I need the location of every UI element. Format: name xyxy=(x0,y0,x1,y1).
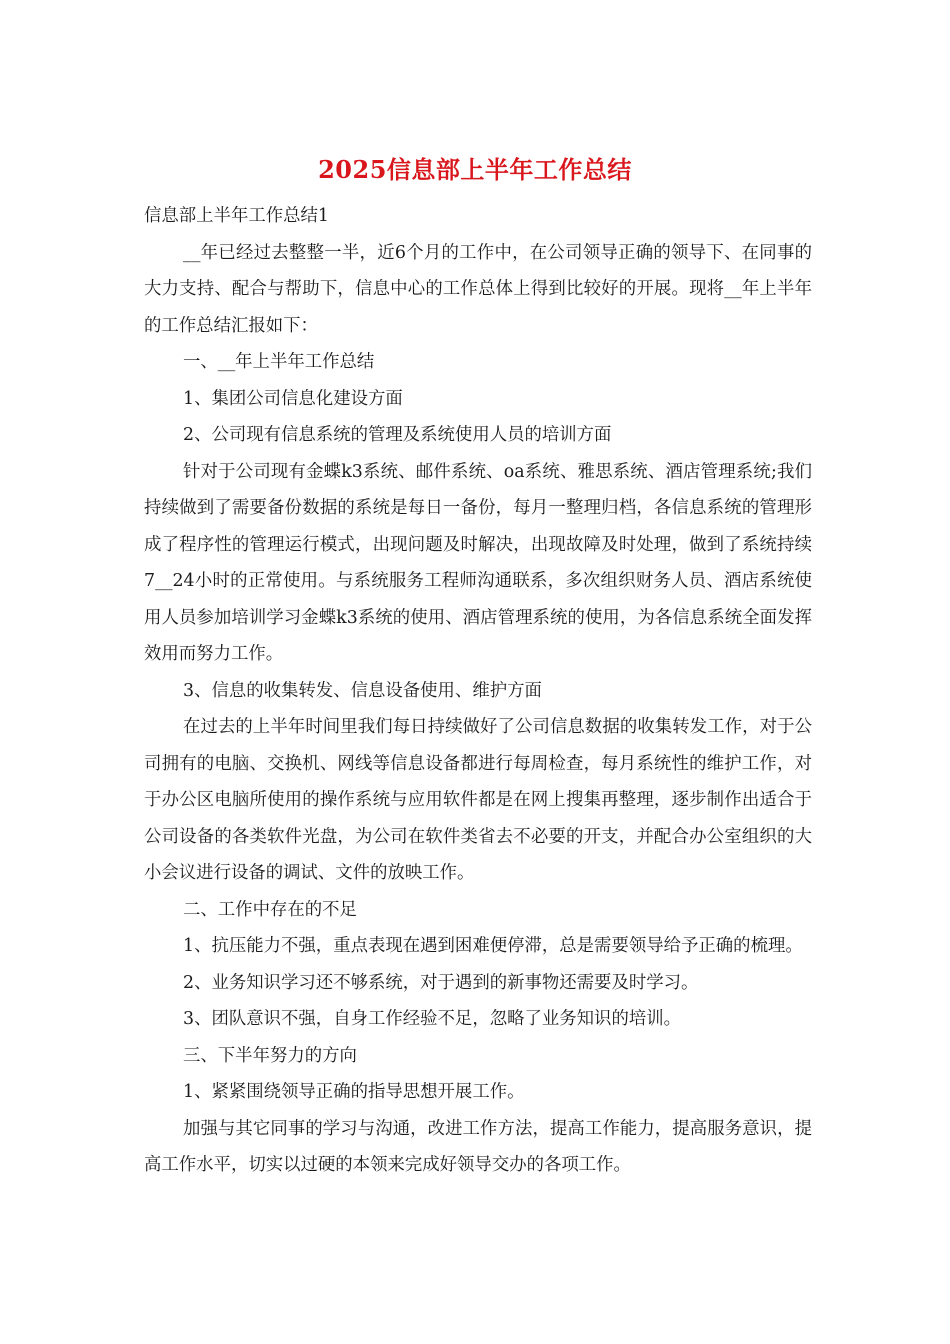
shortcoming-1: 1、抗压能力不强，重点表现在遇到困难便停滞，总是需要领导给予正确的梳理。 xyxy=(183,936,803,956)
body-paragraph-equipment: 在过去的上半年时间里我们每日持续做好了公司信息数据的收集转发工作，对于公司拥有的电脑、交换机、网线等信息设备都进行每周检查，每月系统性的维护工作，对于办公区电脑所使用的操作系统与应用软件都是在网上搜集再整理，逐步制作出适合于公司设备的各类软件光盘，为公司在软件类省去不必要的开支，并配合办公室组织的大小会议进行设备的调试、文件的放映工作。 xyxy=(144,717,812,883)
heading-part-one: 一、__年上半年工作总结 xyxy=(183,352,375,372)
heading-part-two: 二、工作中存在的不足 xyxy=(183,899,357,920)
document-body xyxy=(144,198,812,1184)
subheading-2: 2、公司现有信息系统的管理及系统使用人员的培训方面 xyxy=(183,425,612,445)
shortcoming-3: 3、团队意识不强，自身工作经验不足，忽略了业务知识的培训。 xyxy=(183,1009,682,1029)
heading-part-three: 三、下半年努力的方向 xyxy=(183,1045,357,1066)
shortcoming-2: 2、业务知识学习还不够系统，对于遇到的新事物还需要及时学习。 xyxy=(183,972,699,993)
document-title: 2025信息部上半年工作总结 xyxy=(318,155,632,184)
section-heading: 信息部上半年工作总结1 xyxy=(144,206,329,226)
subheading-1: 1、集团公司信息化建设方面 xyxy=(183,388,403,409)
body-paragraph-systems: 针对于公司现有金蝶k3系统、邮件系统、oa系统、雅思系统、酒店管理系统;我们持续做到了需要备份数据的系统是每日一备份，每月一整理归档，各信息系统的管理形成了程序性的管理运行模式，出现问题及时解决，出现故障及时处理，做到了系统持续7__24小时的正常使用。与系统服务工程师沟通联系，多次组织财务人员、酒店系统使用人员参加培训学习金蝶k3系统的使用、酒店管理系统的使用，为各信息系统全面发挥效用而努力工作。 xyxy=(144,461,812,664)
intro-paragraph: __年已经过去整整一半，近6个月的工作中，在公司领导正确的领导下、在同事的大力支持、配合与帮助下，信息中心的工作总体上得到比较好的开展。现将__年上半年的工作总结汇报如下： xyxy=(144,242,812,336)
direction-1: 1、紧紧围绕领导正确的指导思想开展工作。 xyxy=(183,1082,525,1102)
closing-paragraph: 加强与其它同事的学习与沟通，改进工作方法，提高工作能力，提高服务意识，提高工作水平，切实以过硬的本领来完成好领导交办的各项工作。 xyxy=(144,1118,812,1175)
subheading-3: 3、信息的收集转发、信息设备使用、维护方面 xyxy=(183,680,542,701)
